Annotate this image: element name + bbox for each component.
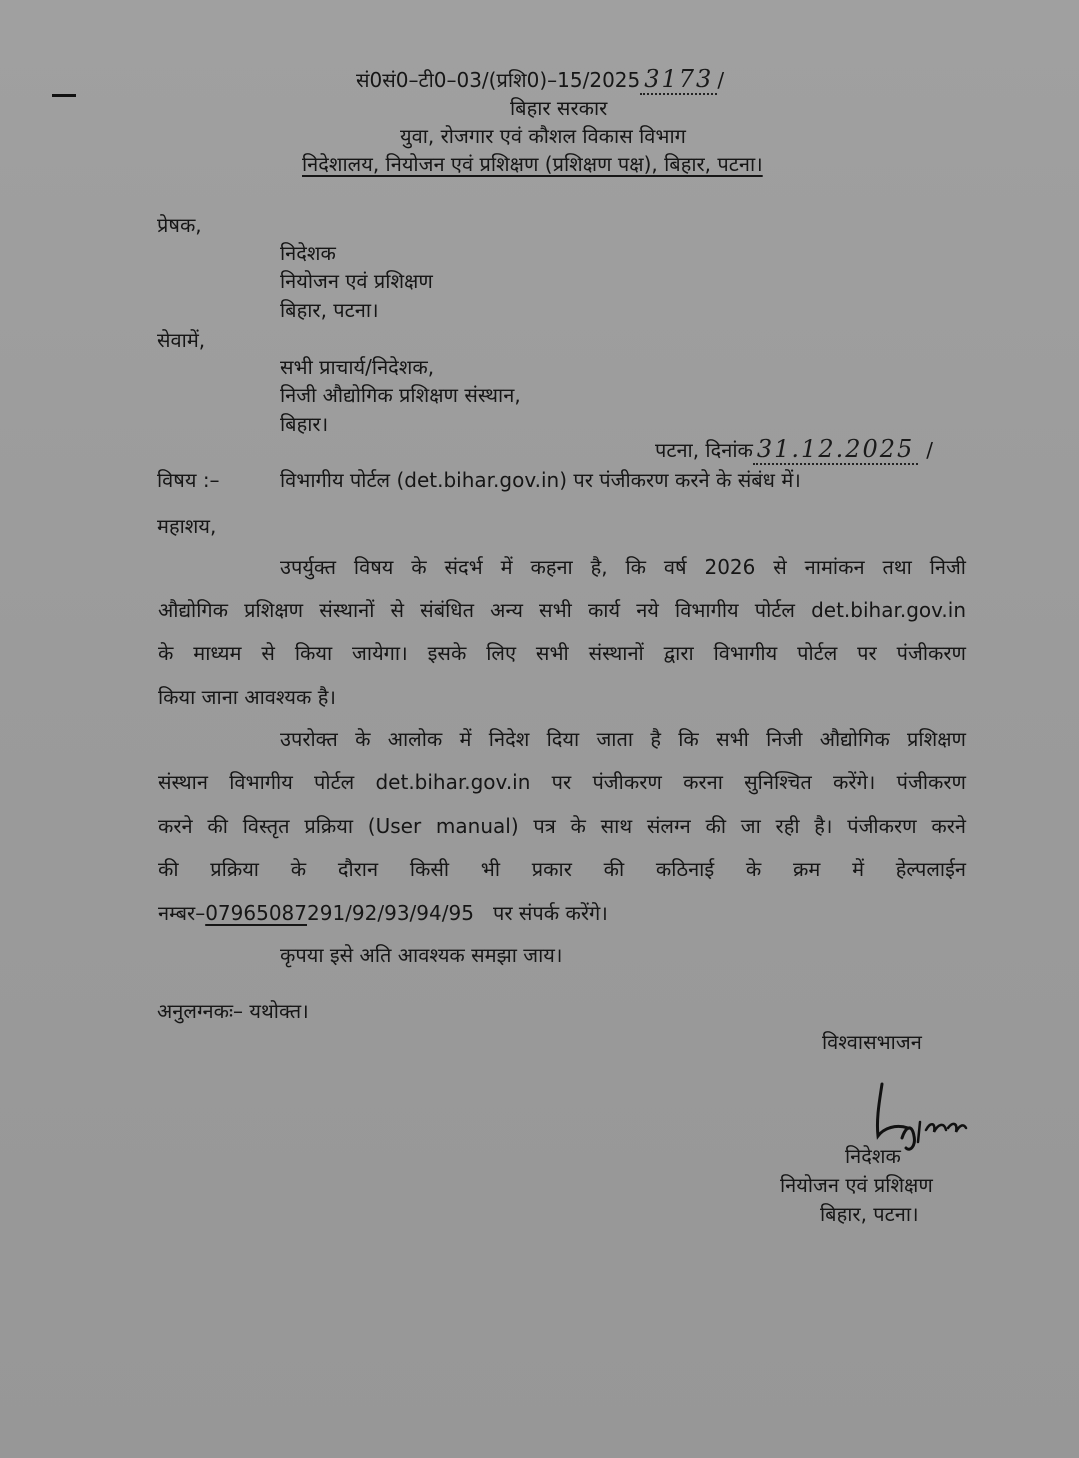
para3: कृपया इसे अति आवश्यक समझा जाय।	[280, 943, 563, 967]
recipient-line-1: सभी प्राचार्य/निदेशक,	[280, 355, 435, 379]
date-handwritten: 31.12.2025	[756, 435, 915, 463]
subject-text: विभागीय पोर्टल (det.bihar.gov.in) पर पंजीकरण करने के संबंध में।	[280, 468, 801, 492]
para2-line-4: की प्रक्रिया के दौरान किसी भी प्रकार की कठिनाई के क्रम में हेल्पलाईन	[158, 857, 966, 881]
helpline-prefix: नम्बर–	[158, 901, 206, 925]
date-suffix: /	[926, 438, 934, 462]
para2-line-1: उपरोक्त के आलोक में निदेश दिया जाता है कि सभी निजी औद्योगिक प्रशिक्षण	[280, 727, 966, 751]
salutation: महाशय,	[157, 514, 217, 538]
para1-line-2: औद्योगिक प्रशिक्षण संस्थानों से संबंधित अन्य सभी कार्य नये विभागीय पोर्टल det.bihar.gov.in	[158, 598, 966, 622]
letter-number-prefix: सं0सं0–टी0–03/(प्रशि0)–15/2025	[356, 68, 641, 92]
date-prefix: पटना, दिनांक	[655, 438, 753, 462]
letter-date	[655, 436, 933, 465]
closing-office: नियोजन एवं प्रशिक्षण	[780, 1173, 933, 1197]
sender-line-3: बिहार, पटना।	[280, 298, 379, 322]
margin-mark	[52, 94, 76, 97]
letter-number-suffix: /	[717, 68, 725, 92]
helpline-number: 07965087	[205, 901, 307, 925]
letter-number	[356, 66, 724, 95]
helpline-rest: 291/92/93/94/95 पर संपर्क करेंगे।	[307, 901, 608, 925]
subject-label: विषय :–	[157, 468, 220, 492]
recipient-line-2: निजी औद्योगिक प्रशिक्षण संस्थान,	[280, 383, 521, 407]
sender-line-2: नियोजन एवं प्रशिक्षण	[280, 269, 433, 293]
sender-line-1: निदेशक	[280, 241, 336, 265]
directorate-name: निदेशालय, नियोजन एवं प्रशिक्षण (प्रशिक्षण पक्ष), बिहार, पटना।	[302, 152, 763, 176]
para1-line-1: उपर्युक्त विषय के संदर्भ में कहना है, कि वर्ष 2026 से नामांकन तथा निजी	[280, 555, 966, 579]
para1-line-3: के माध्यम से किया जायेगा। इसके लिए सभी संस्थानों द्वारा विभागीय पोर्टल पर पंजीकरण	[158, 641, 966, 665]
sender-label: प्रेषक,	[157, 213, 202, 237]
para2-line-3: करने की विस्तृत प्रक्रिया (User manual) पत्र के साथ संलग्न की जा रही है। पंजीकरण करने	[158, 814, 966, 838]
para2-line-2: संस्थान विभागीय पोर्टल det.bihar.gov.in पर पंजीकरण करना सुनिश्चित करेंगे। पंजीकरण	[158, 770, 966, 794]
enclosure: अनुलग्नकः– यथोक्त।	[157, 999, 309, 1023]
letter-number-handwritten: 3173	[644, 65, 714, 93]
closing-regards: विश्वासभाजन	[822, 1030, 922, 1054]
closing-designation: निदेशक	[845, 1144, 901, 1168]
government-name: बिहार सरकार	[510, 96, 608, 120]
helpline-line	[158, 900, 608, 926]
closing-place: बिहार, पटना।	[820, 1202, 919, 1226]
recipient-line-3: बिहार।	[280, 412, 329, 436]
department-name: युवा, रोजगार एवं कौशल विकास विभाग	[400, 124, 686, 148]
para1-line-4: किया जाना आवश्यक है।	[158, 685, 336, 709]
recipient-label: सेवामें,	[157, 328, 206, 352]
